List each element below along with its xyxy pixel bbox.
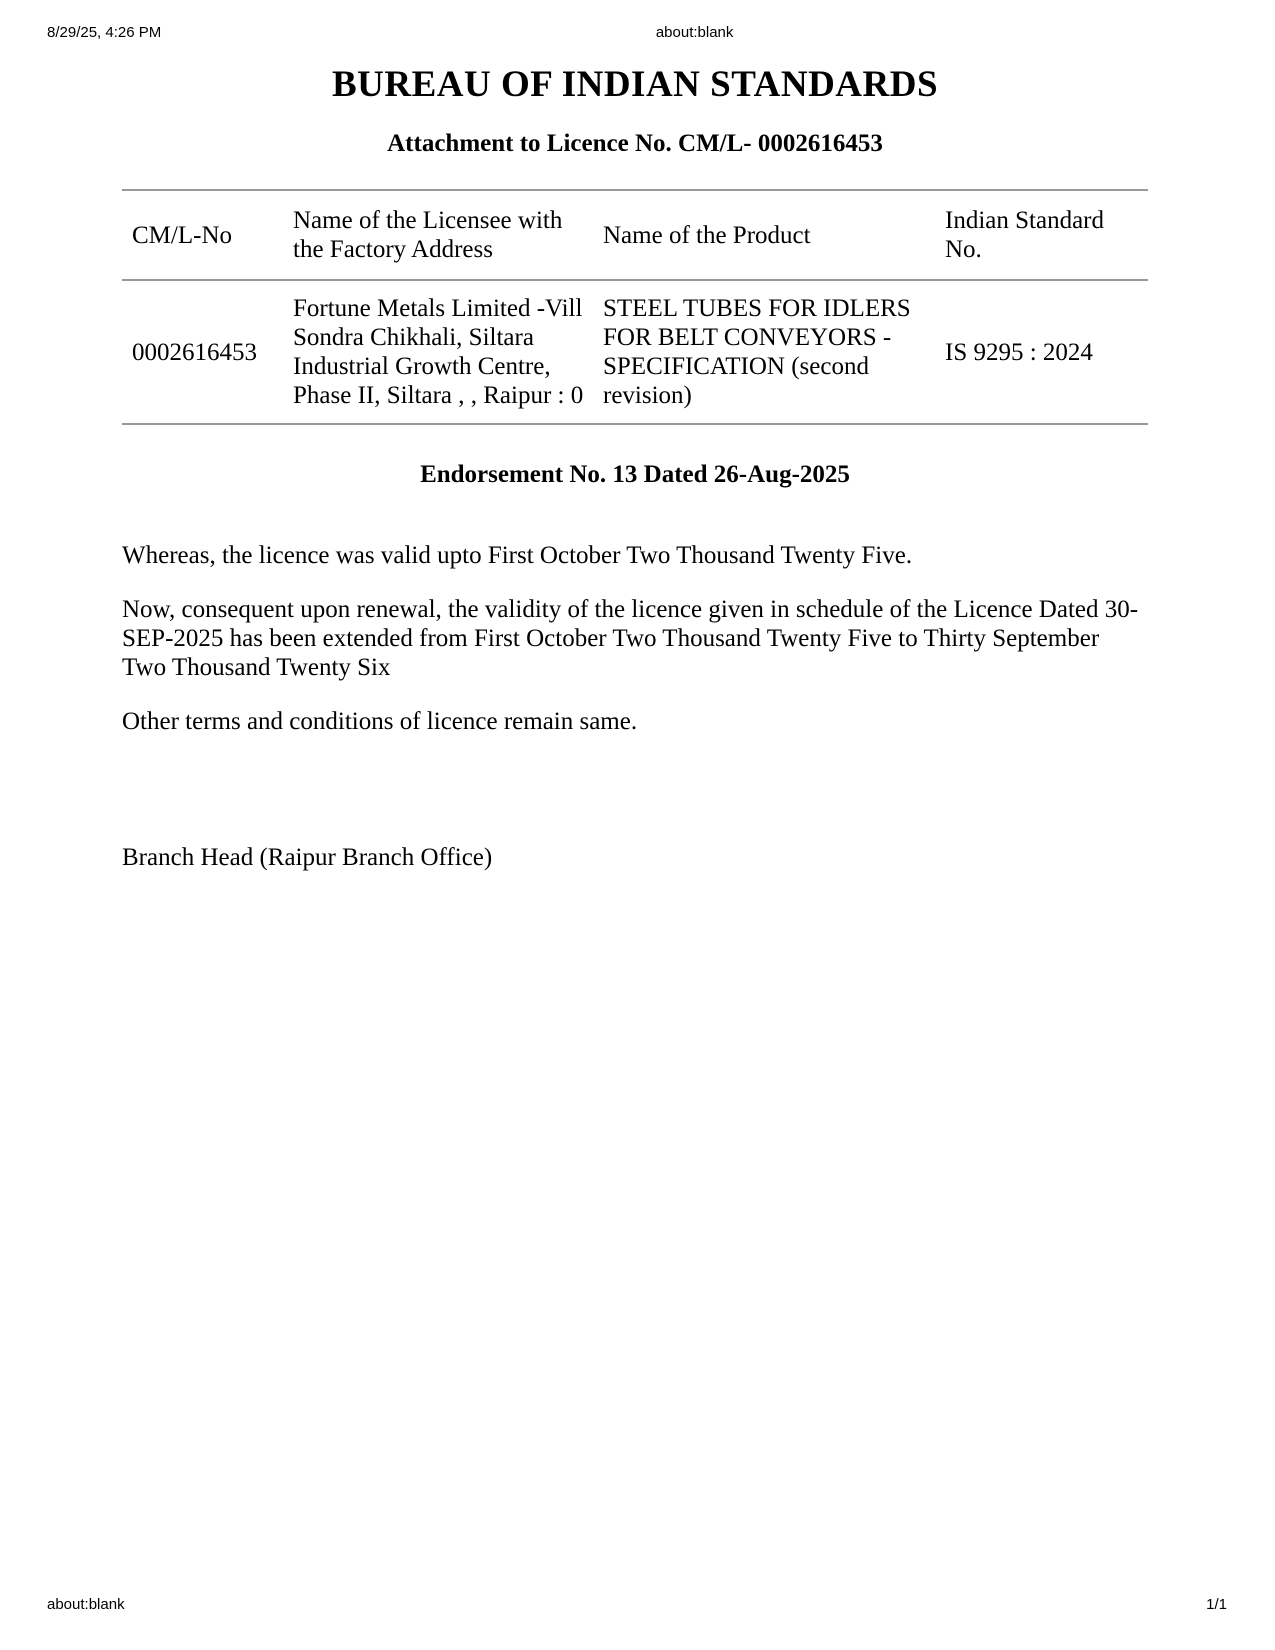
table-header-row (122, 190, 1148, 280)
attachment-subtitle: Attachment to Licence No. CM/L- 0002616453 (387, 130, 883, 157)
header-licensee-name: Name of the Licensee with the Factory Address (293, 207, 563, 263)
cell-cml-no: 0002616453 (132, 338, 257, 366)
header-indian-standard-no: Indian Standard No. (945, 207, 1104, 263)
cell-licensee-name: Fortune Metals Limited -Vill Sondra Chikhali, Siltara Industrial Growth Centre, Phase II, Siltara , , Raipur : 0 (293, 295, 584, 409)
endorsement-heading: Endorsement No. 13 Dated 26-Aug-2025 (420, 461, 850, 488)
cell-indian-standard-no: IS 9295 : 2024 (945, 338, 1093, 366)
print-page-title: about:blank (655, 24, 734, 41)
footer-page-number: 1/1 (1206, 1596, 1227, 1613)
table-row (122, 280, 1148, 424)
paragraph-renewal: Now, consequent upon renewal, the validity of the licence given in schedule of the Licence Dated 30-SEP-2025 has been extended from First October Two Thousand Twenty Five to Thirty September Two Thousand Twenty Six (122, 596, 1139, 681)
header-cml-no: CM/L-No (132, 221, 232, 249)
header-product-name: Name of the Product (603, 221, 811, 249)
licence-table (122, 189, 1148, 425)
footer-url: about:blank (47, 1596, 125, 1613)
paragraph-other-terms: Other terms and conditions of licence remain same. (122, 708, 638, 735)
document-body (122, 0, 1148, 872)
cell-product-name: STEEL TUBES FOR IDLERS FOR BELT CONVEYORS - SPECIFICATION (second revision) (603, 295, 911, 409)
print-datetime: 8/29/25, 4:26 PM (47, 24, 162, 41)
signature-line: Branch Head (Raipur Branch Office) (122, 844, 493, 871)
print-footer (47, 1596, 1227, 1614)
paragraph-whereas: Whereas, the licence was valid upto First October Two Thousand Twenty Five. (122, 542, 913, 569)
org-title: BUREAU OF INDIAN STANDARDS (331, 64, 939, 105)
